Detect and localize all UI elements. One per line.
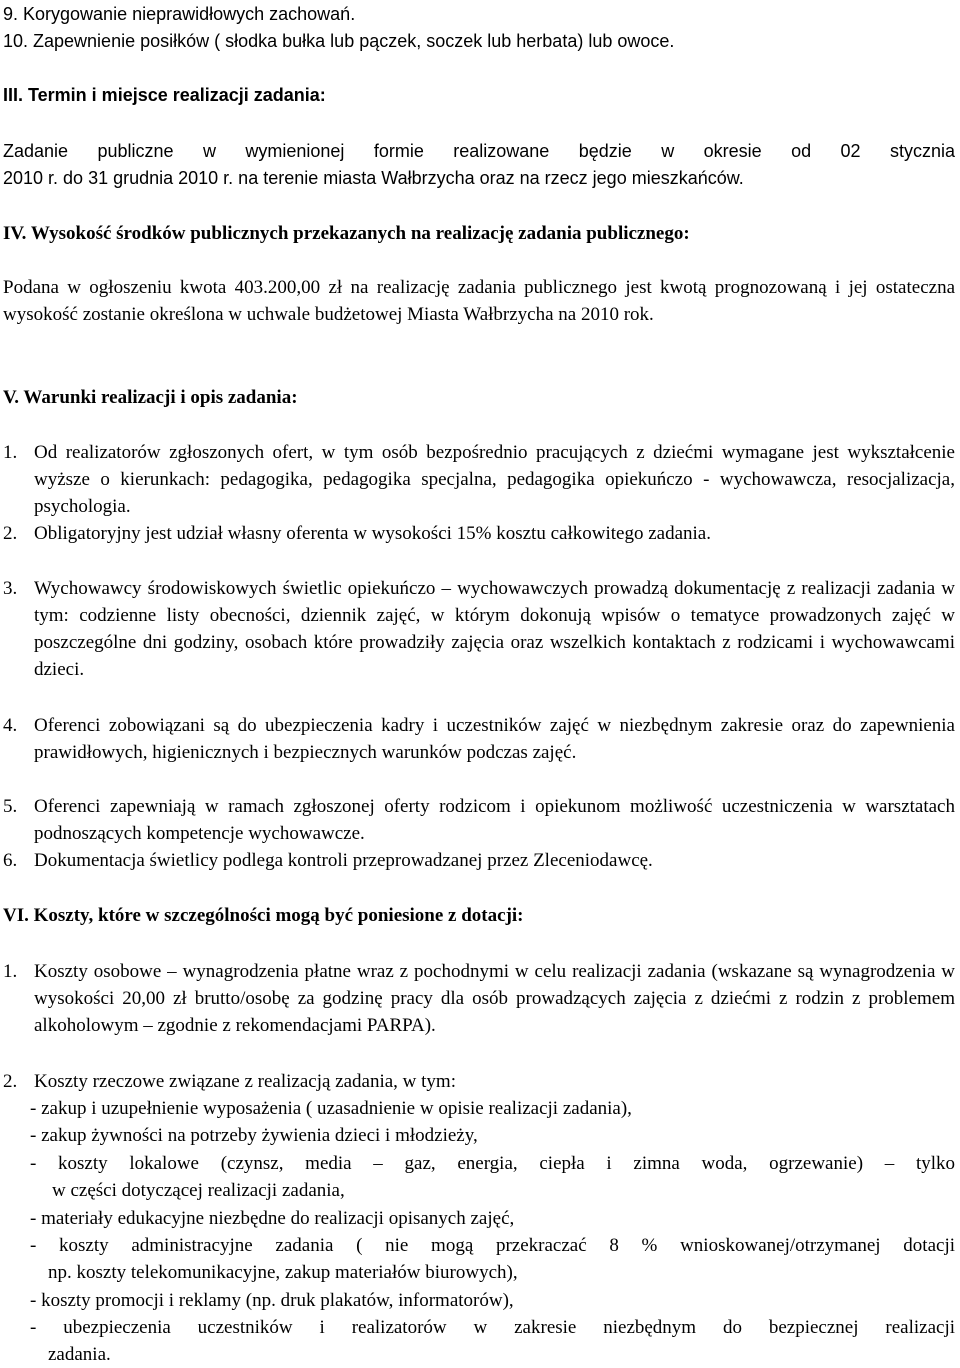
item-text: Od realizatorów zgłoszonych ofert, w tym osób bezpośrednio pracujących z dziećmi wymagane jest wykształcenie wyższe o kierunkach: pedagogika, pedagogika specjalna, pedagogika opiekuńczo - wychowawcza, resocjalizacja, psychologia. (34, 442, 955, 517)
item-text: Wychowawcy środowiskowych świetlic opiekuńczo – wychowawczych prowadzą dokumentację z realizacji zadania w tym: codzienne listy obecności, dziennik zajęć, w którym dokonują wpisów o tematyce prowadzonych zajęć w poszczególne dni godziny, osobach które prowadziły zajęcia oraz wszelkich kontaktach z rodzicami i wychowawcami dzieci. (34, 578, 955, 680)
section-4-body: Podana w ogłoszeniu kwota 403.200,00 zł na realizację zadania publicznego jest kwotą prognozowaną i jej ostateczna wysokość zostanie określona w uchwale budżetowej Miasta Wałbrzycha na 2010 rok. (3, 277, 955, 325)
section-3-line-2: 2010 r. do 31 grudnia 2010 r. na terenie miasta Wałbrzycha oraz na rzecz jego mieszkańców. (3, 168, 744, 188)
cost-subitem: - zakup i uzupełnienie wyposażenia ( uzasadnienie w opisie realizacji zadania), (30, 1098, 632, 1119)
item-number: 2. (3, 523, 18, 544)
cost-subitem: - koszty administracyjne zadania ( nie mogą przekraczać 8 % wnioskowanej/otrzymanej dotacji (30, 1235, 955, 1256)
cost-subitem: - koszty promocji i reklamy (np. druk plakatów, informatorów), (30, 1290, 514, 1311)
cost-subitem-continuation: w części dotyczącej realizacji zadania, (52, 1180, 345, 1201)
cost-subitem: - zakup żywności na potrzeby żywienia dzieci i młodzieży, (30, 1125, 478, 1146)
item-number: 2. (3, 1071, 18, 1092)
cost-subitem-continuation: zadania. (48, 1344, 111, 1365)
item-text: Oferenci zobowiązani są do ubezpieczenia kadry i uczestników zajęć w niezbędnym zakresie oraz do zapewnienia prawidłowych, higienicznych i bezpiecznych warunków podczas zajęć. (34, 715, 955, 763)
item-number: 6. (3, 850, 18, 871)
section-6-heading: VI. Koszty, które w szczególności mogą być poniesione z dotacji: (3, 905, 524, 926)
cost-subitem: - materiały edukacyjne niezbędne do realizacji opisanych zajęć, (30, 1208, 515, 1229)
item-text: Koszty osobowe – wynagrodzenia płatne wraz z pochodnymi w celu realizacji zadania (wskazane są wynagrodzenia w wysokości 20,00 zł brutto/osobę za godzinę pracy dla osób prowadzących zajęcia z dziećmi z rodzin z problemem alkoholowym – zgodnie z rekomendacjami PARPA). (34, 961, 955, 1036)
item-number: 4. (3, 715, 18, 736)
cost-subitem: - ubezpieczenia uczestników i realizatorów w zakresie niezbędnym do bezpiecznej realizacji (30, 1317, 955, 1338)
item-number: 1. (3, 442, 18, 463)
section-5-heading: V. Warunki realizacji i opis zadania: (3, 387, 298, 408)
item-text: Dokumentacja świetlicy podlega kontroli przeprowadzanej przez Zleceniodawcę. (34, 850, 653, 871)
section-3-heading: III. Termin i miejsce realizacji zadania: (3, 85, 326, 105)
item-text: Koszty rzeczowe związane z realizacją zadania, w tym: (34, 1071, 456, 1092)
cost-subitem: - koszty lokalowe (czynsz, media – gaz, energia, ciepła i zimna woda, ogrzewanie) – tylko (30, 1153, 955, 1174)
item-text: Oferenci zapewniają w ramach zgłoszonej oferty rodzicom i opiekunom możliwość uczestniczenia w warsztatach podnoszących kompetencje wychowawcze. (34, 796, 955, 844)
cost-subitem-continuation: np. koszty telekomunikacyjne, zakup materiałów biurowych), (48, 1262, 518, 1283)
section-4-heading: IV. Wysokość środków publicznych przekazanych na realizację zadania publicznego: (3, 223, 690, 244)
item-number: 5. (3, 796, 18, 817)
item-number: 3. (3, 578, 18, 599)
list-item-9: 9. Korygowanie nieprawidłowych zachowań. (3, 4, 356, 24)
item-number: 1. (3, 961, 18, 982)
section-3-line-1: Zadanie publiczne w wymienionej formie realizowane będzie w okresie od 02 stycznia (3, 141, 955, 161)
item-text: Obligatoryjny jest udział własny oferenta w wysokości 15% kosztu całkowitego zadania. (34, 523, 711, 544)
list-item-10: 10. Zapewnienie posiłków ( słodka bułka lub pączek, soczek lub herbata) lub owoce. (3, 31, 675, 51)
